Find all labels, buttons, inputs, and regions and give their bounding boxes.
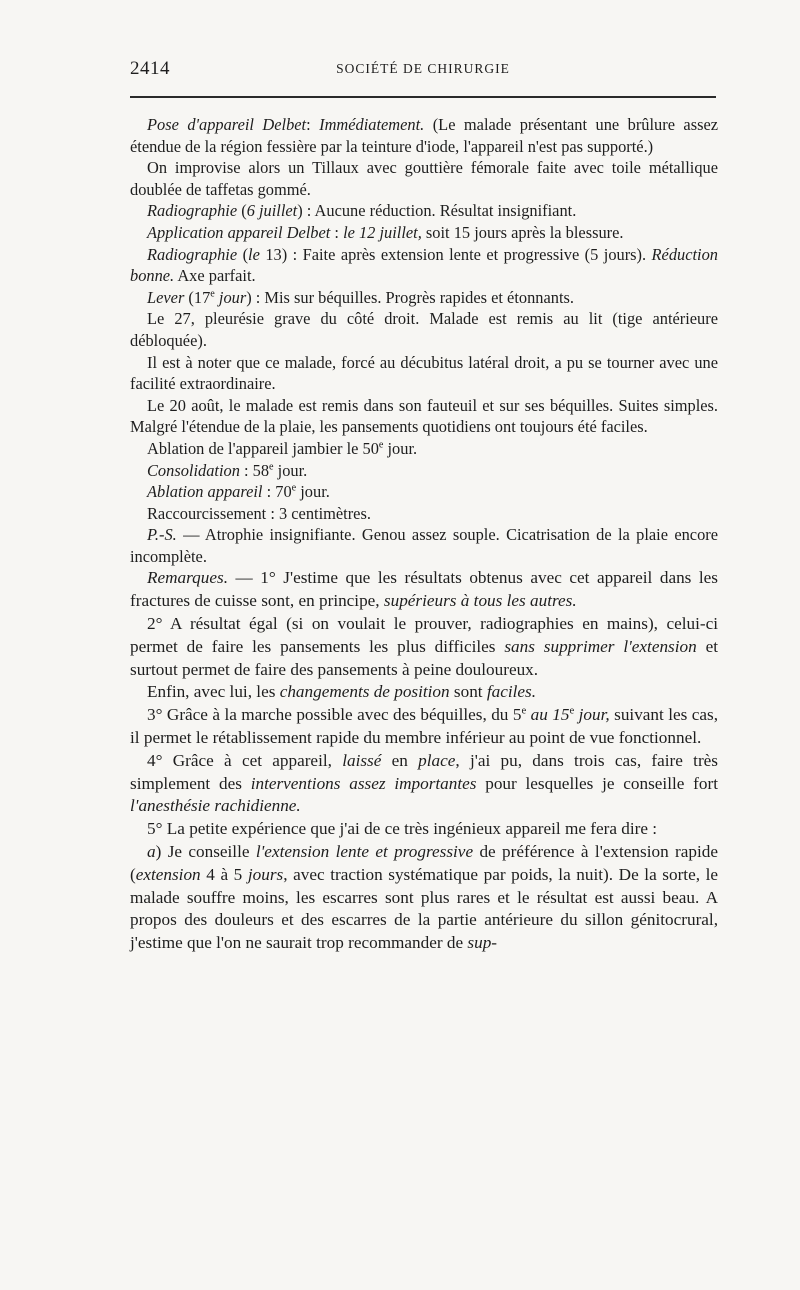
- superscript: e: [569, 705, 575, 717]
- paragraph: [130, 481, 718, 503]
- italic-text: interventions assez importantes: [250, 773, 477, 793]
- italic-text: changements de position: [279, 682, 450, 702]
- text-run: jour.: [296, 482, 330, 502]
- superscript: e: [291, 482, 297, 494]
- text-run: Enfin, avec lui, les: [147, 682, 280, 702]
- italic-text: faciles.: [486, 682, 537, 702]
- page-number: 2414: [130, 58, 170, 79]
- italic-text: jours: [247, 864, 284, 884]
- paragraph: [130, 222, 718, 244]
- text-run: 13) : Faite après extension lente et progressive (5 jours).: [259, 244, 652, 264]
- italic-text: le: [248, 244, 260, 264]
- italic-text: Remarques.: [147, 568, 228, 588]
- text-run: Le 27, pleurésie grave du côté droit. Malade est remis au lit (tige antérieure débloquée).: [130, 309, 718, 350]
- italic-text: Consolidation: [147, 460, 240, 480]
- running-title: SOCIÉTÉ DE CHIRURGIE: [336, 61, 510, 76]
- header-rule: [130, 96, 716, 98]
- paragraph: [130, 567, 718, 613]
- text-run: ) : Aucune réduction. Résultat insignifiant.: [297, 201, 577, 221]
- superscript: e: [269, 461, 274, 473]
- italic-text: sup-: [467, 933, 498, 953]
- text-run: 5° La petite expérience que j'ai de ce très ingénieux appareil me fera dire :: [147, 819, 658, 839]
- italic-text: sans supprimer l'extension: [504, 636, 697, 656]
- superscript: e: [521, 705, 527, 717]
- italic-text: 6 juillet: [246, 201, 298, 221]
- italic-text: jour,: [574, 705, 610, 725]
- italic-text: Radiographie: [147, 244, 238, 264]
- italic-text: Application appareil Delbet: [147, 222, 331, 242]
- paragraph: [130, 841, 718, 955]
- paragraph: [130, 818, 718, 841]
- superscript: e: [378, 439, 384, 451]
- text-run: ) : Mis sur béquilles. Progrès rapides et étonnants.: [246, 287, 574, 307]
- body-text: [130, 114, 718, 955]
- paragraph: [130, 308, 718, 351]
- text-run: Axe parfait.: [174, 266, 256, 286]
- italic-text: place: [418, 750, 456, 770]
- paragraph: [130, 287, 718, 309]
- page-header: [130, 58, 716, 86]
- text-run: suivant les cas, il permet le rétablissement rapide du membre inférieur au point de vue fonctionnel.: [130, 705, 719, 748]
- text-run: Il est à noter que ce malade, forcé au décubitus latéral droit, a pu se tourner avec une facilité extraordinaire.: [130, 352, 718, 394]
- superscript: e: [210, 288, 215, 300]
- text-run: — 1° J'estime que les résultats obtenus avec cet appareil dans les fractures de cuisse sont, en principe,: [130, 568, 718, 611]
- paragraph: [130, 244, 718, 287]
- text-run: 2° A résultat égal (si on voulait le prouver, radiographies en mains), celui-ci permet de faire les pansements les plus difficiles: [130, 614, 718, 656]
- italic-text: P.-S.: [147, 525, 177, 545]
- italic-text: supérieurs à tous les autres.: [383, 591, 577, 611]
- text-run: : 58: [239, 460, 270, 480]
- paragraph: [130, 438, 718, 460]
- paragraph: [130, 681, 718, 704]
- italic-text: le 12 juillet,: [343, 222, 422, 242]
- paragraph: [130, 114, 718, 157]
- text-run: On improvise alors un Tillaux avec gouttière fémorale faite avec toile métallique doublée de taffetas gommé.: [130, 158, 718, 199]
- text-run: 3° Grâce à la marche possible avec des béquilles, du 5: [147, 705, 522, 725]
- italic-text: Immédiatement.: [319, 115, 425, 134]
- italic-text: jour: [214, 287, 247, 307]
- text-run: (17: [184, 287, 211, 307]
- text-run: Le 20 août, le malade est remis dans son fauteuil et sur ses béquilles. Suites simples. Malgré l'étendue de la plaie, les pansements quotidiens ont toujours été faciles.: [130, 395, 718, 437]
- italic-text: Ablation appareil: [147, 482, 263, 502]
- text-run: et surtout permet de faire des pansements à peine douloureux.: [130, 636, 718, 679]
- italic-text: l'extension lente et progressive: [255, 842, 474, 862]
- italic-text: laissé: [342, 750, 382, 770]
- italic-text: au 15: [526, 705, 570, 725]
- text-run: : 70: [262, 482, 292, 502]
- text-run: :: [330, 222, 344, 242]
- italic-text: l'anesthésie rachidienne.: [130, 796, 301, 816]
- text-run: , avec traction systématique par poids, la nuit). De la sorte, le malade souffre moins, les escarres sont plus rares et le résultat est aussi beau. A propos des douleurs et des escarres de la partie antérieure du sillon génitocrural, j'estime que l'on ne saurait trop recommander de: [130, 864, 718, 953]
- text-run: 4° Grâce à cet appareil,: [147, 750, 343, 770]
- italic-text: a: [147, 842, 156, 862]
- text-run: 4 à 5: [200, 864, 248, 884]
- text-run: Ablation de l'appareil jambier le 50: [147, 438, 379, 458]
- paragraph: [130, 352, 718, 395]
- italic-text: Lever: [147, 287, 185, 307]
- text-run: jour.: [383, 438, 418, 458]
- text-run: :: [306, 115, 320, 134]
- paragraph: [130, 524, 718, 567]
- italic-text: Réduction bonne.: [130, 244, 718, 286]
- paragraph: [130, 503, 718, 525]
- text-run: — Atrophie insignifiante. Genou assez souple. Cicatrisation de la plaie encore incomplète.: [130, 525, 718, 566]
- paragraph: [130, 157, 718, 200]
- text-run: ) Je conseille: [155, 842, 256, 862]
- text-run: soit 15 jours après la blessure.: [421, 222, 624, 242]
- italic-text: Pose d'appareil Delbet: [147, 115, 307, 134]
- text-run: en: [381, 750, 419, 770]
- paragraph: [130, 750, 718, 818]
- text-run: Raccourcissement : 3 centimètres.: [147, 503, 371, 523]
- paragraph: [130, 395, 718, 438]
- text-run: (: [237, 244, 249, 264]
- italic-text: Radiographie: [147, 201, 238, 221]
- paragraph: [130, 613, 718, 681]
- paragraph: [130, 200, 718, 222]
- paragraph: [130, 704, 718, 750]
- text-run: (Le malade présentant une brûlure assez étendue de la région fessière par la teinture d'iode, l'appareil n'est pas supporté.): [130, 115, 718, 156]
- text-run: de préférence à l'extension rapide (: [130, 842, 718, 884]
- text-run: jour.: [273, 460, 308, 480]
- text-run: sont: [449, 682, 487, 702]
- italic-text: extension: [135, 864, 201, 884]
- text-run: , j'ai pu, dans trois cas, faire très simplement des: [130, 750, 718, 793]
- text-run: (: [237, 201, 247, 221]
- paragraph: [130, 460, 718, 482]
- text-run: pour lesquelles je conseille fort: [476, 773, 718, 793]
